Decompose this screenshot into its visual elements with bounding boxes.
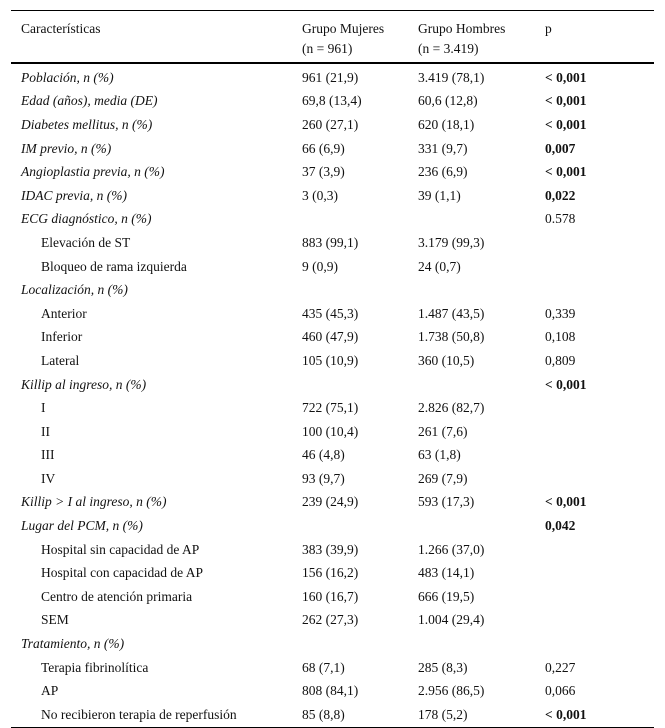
- table-row: [11, 208, 654, 232]
- cell-mujeres: 961 (21,9): [302, 69, 359, 85]
- cell-mujeres: 260 (27,1): [302, 116, 359, 132]
- cell-hombres: 360 (10,5): [418, 352, 475, 368]
- cell-p: < 0,001: [545, 376, 587, 392]
- table-row: [11, 585, 654, 609]
- cell-hombres: 666 (19,5): [418, 588, 475, 604]
- cell-p: 0,007: [545, 140, 576, 156]
- cell-hombres: 1.266 (37,0): [418, 541, 485, 557]
- cell-mujeres: 435 (45,3): [302, 305, 359, 321]
- table-row: [11, 561, 654, 585]
- cell-mujeres: 160 (16,7): [302, 588, 359, 604]
- cell-p: < 0,001: [545, 93, 587, 109]
- table-row: [11, 420, 654, 444]
- row-label: IV: [41, 470, 56, 486]
- cell-p: < 0,001: [545, 69, 587, 85]
- cell-mujeres: 100 (10,4): [302, 423, 359, 439]
- table-row: [11, 444, 654, 468]
- cell-hombres: 3.179 (99,3): [418, 234, 485, 250]
- cell-hombres: 1.487 (43,5): [418, 305, 485, 321]
- cell-p: < 0,001: [545, 494, 587, 510]
- row-label: SEM: [41, 612, 69, 628]
- table-row: [11, 137, 654, 161]
- table-row: [11, 255, 654, 279]
- table-row: [11, 278, 654, 302]
- cell-hombres: 285 (8,3): [418, 659, 468, 675]
- row-label: Tratamiento, n (%): [21, 636, 125, 652]
- table-row: [11, 373, 654, 397]
- row-label: IM previo, n (%): [21, 140, 112, 156]
- row-label: Elevación de ST: [41, 234, 131, 250]
- cell-mujeres: 722 (75,1): [302, 400, 359, 416]
- row-label: Killip > I al ingreso, n (%): [21, 494, 167, 510]
- cell-mujeres: 66 (6,9): [302, 140, 345, 156]
- row-label: Hospital con capacidad de AP: [41, 565, 203, 581]
- row-label: Lateral: [41, 352, 80, 368]
- header-caracteristicas: Características: [21, 21, 101, 36]
- cell-hombres: 178 (5,2): [418, 706, 468, 722]
- table-row: [11, 326, 654, 350]
- row-label: Killip al ingreso, n (%): [21, 376, 147, 392]
- cell-p: 0,227: [545, 659, 576, 675]
- cell-mujeres: 808 (84,1): [302, 683, 359, 699]
- header-mujeres-n: (n = 961): [302, 41, 353, 56]
- cell-hombres: 2.956 (86,5): [418, 683, 485, 699]
- row-label: II: [41, 423, 50, 439]
- cell-hombres: 236 (6,9): [418, 164, 468, 180]
- row-label: I: [41, 400, 46, 416]
- cell-hombres: 24 (0,7): [418, 258, 461, 274]
- row-label: Población, n (%): [21, 69, 114, 85]
- table-row: [11, 656, 654, 680]
- cell-hombres: 60,6 (12,8): [418, 93, 478, 109]
- cell-p: 0,022: [545, 187, 576, 203]
- table-header: [11, 11, 654, 64]
- cell-hombres: 593 (17,3): [418, 494, 475, 510]
- cell-hombres: 3.419 (78,1): [418, 69, 485, 85]
- table-row: [11, 703, 654, 727]
- header-grupo-mujeres: [302, 11, 418, 62]
- row-label: IDAC previa, n (%): [21, 187, 127, 203]
- cell-mujeres: 105 (10,9): [302, 352, 359, 368]
- cell-mujeres: 69,8 (13,4): [302, 93, 362, 109]
- cell-p: < 0,001: [545, 164, 587, 180]
- cell-p: 0,042: [545, 518, 576, 534]
- table-body: [11, 66, 654, 727]
- cell-p: < 0,001: [545, 706, 587, 722]
- cell-hombres: 620 (18,1): [418, 116, 475, 132]
- cell-p: 0,066: [545, 683, 576, 699]
- cell-mujeres: 883 (99,1): [302, 234, 359, 250]
- cell-p: 0,339: [545, 305, 576, 321]
- cell-p: 0,108: [545, 329, 576, 345]
- table-row: [11, 514, 654, 538]
- cell-mujeres: 156 (16,2): [302, 565, 359, 581]
- table-row: [11, 396, 654, 420]
- row-label: Terapia fibrinolítica: [41, 659, 149, 675]
- row-label: Angioplastia previa, n (%): [21, 164, 165, 180]
- cell-mujeres: 239 (24,9): [302, 494, 359, 510]
- table-row: [11, 113, 654, 137]
- cell-p: < 0,001: [545, 116, 587, 132]
- table-row: [11, 632, 654, 656]
- cell-mujeres: 68 (7,1): [302, 659, 345, 675]
- row-label: AP: [41, 683, 59, 699]
- table-row: [11, 184, 654, 208]
- row-label: Anterior: [41, 305, 87, 321]
- table-row: [11, 679, 654, 703]
- cell-hombres: 63 (1,8): [418, 447, 461, 463]
- cell-mujeres: 93 (9,7): [302, 470, 345, 486]
- cell-hombres: 331 (9,7): [418, 140, 468, 156]
- row-label: Inferior: [41, 329, 83, 345]
- row-label: Bloqueo de rama izquierda: [41, 258, 187, 274]
- cell-mujeres: 262 (27,3): [302, 612, 359, 628]
- table-row: [11, 538, 654, 562]
- row-label: Localización, n (%): [21, 282, 128, 298]
- table-row: [11, 467, 654, 491]
- cell-mujeres: 85 (8,8): [302, 706, 345, 722]
- row-label: Diabetes mellitus, n (%): [21, 116, 153, 132]
- cell-mujeres: 46 (4,8): [302, 447, 345, 463]
- cell-mujeres: 3 (0,3): [302, 187, 338, 203]
- cell-hombres: 39 (1,1): [418, 187, 461, 203]
- row-label: Hospital sin capacidad de AP: [41, 541, 200, 557]
- cell-hombres: 269 (7,9): [418, 470, 468, 486]
- cell-hombres: 1.738 (50,8): [418, 329, 485, 345]
- cell-hombres: 483 (14,1): [418, 565, 475, 581]
- header-hombres-title: Grupo Hombres: [418, 21, 506, 36]
- header-p: p: [545, 21, 552, 36]
- header-grupo-hombres: [418, 11, 545, 62]
- table-row: [11, 231, 654, 255]
- row-label: III: [41, 447, 55, 463]
- row-label: Centro de atención primaria: [41, 588, 193, 604]
- cell-p: 0,809: [545, 352, 576, 368]
- header-hombres-n: (n = 3.419): [418, 41, 479, 56]
- row-label: Edad (años), media (DE): [21, 93, 158, 109]
- cell-hombres: 261 (7,6): [418, 423, 468, 439]
- cell-mujeres: 37 (3,9): [302, 164, 345, 180]
- table-row: [11, 349, 654, 373]
- cell-mujeres: 460 (47,9): [302, 329, 359, 345]
- cell-hombres: 1.004 (29,4): [418, 612, 485, 628]
- cell-p: 0.578: [545, 211, 576, 227]
- header-mujeres-title: Grupo Mujeres: [302, 21, 385, 36]
- table-row: [11, 609, 654, 633]
- row-label: Lugar del PCM, n (%): [21, 518, 143, 534]
- table-row: [11, 491, 654, 515]
- table-row: [11, 302, 654, 326]
- row-label: No recibieron terapia de reperfusión: [41, 706, 237, 722]
- table-row: [11, 90, 654, 114]
- cell-hombres: 2.826 (82,7): [418, 400, 485, 416]
- cell-mujeres: 383 (39,9): [302, 541, 359, 557]
- cell-mujeres: 9 (0,9): [302, 258, 338, 274]
- row-label: ECG diagnóstico, n (%): [21, 211, 152, 227]
- table-row: [11, 160, 654, 184]
- table-row: [11, 66, 654, 90]
- characteristics-table: [11, 10, 654, 728]
